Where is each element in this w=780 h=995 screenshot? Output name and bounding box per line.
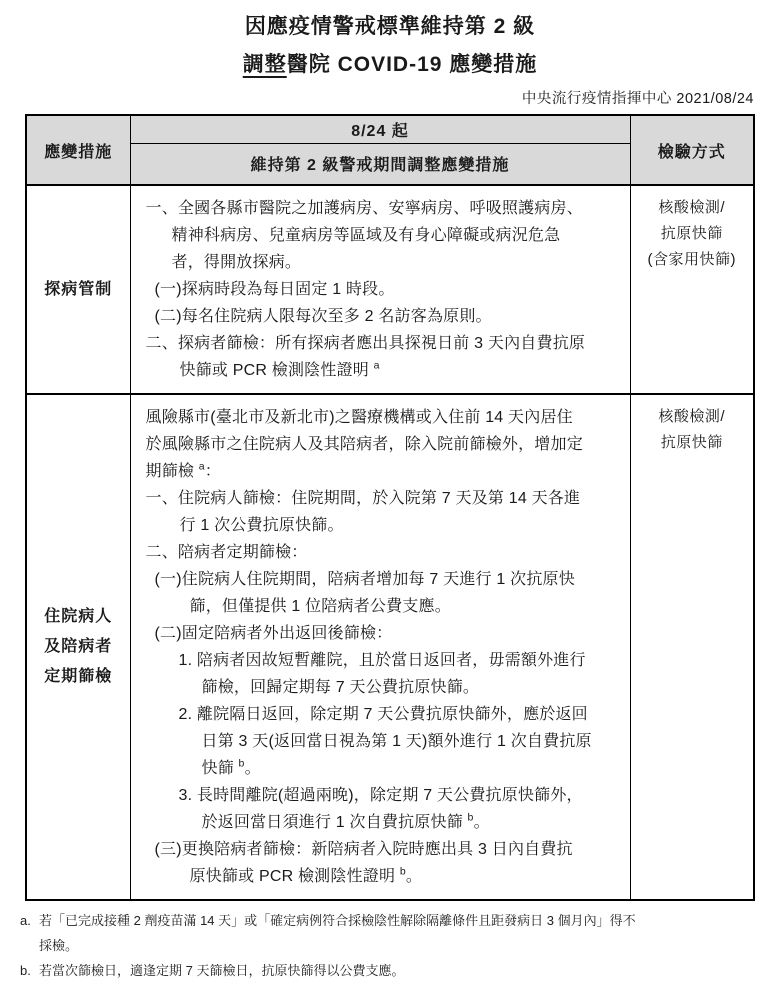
title-underlined-word: 調整 (242, 53, 287, 76)
content-line (155, 276, 622, 303)
footnote (17, 958, 763, 983)
content-cell (130, 185, 630, 394)
footnotes-section (17, 908, 763, 983)
content-line (202, 755, 622, 782)
test-method-cell (630, 185, 754, 394)
footnote-ref: b (467, 811, 474, 824)
content-text: 行 1 次公費抗原快篩。 (179, 517, 344, 534)
content-line (155, 566, 622, 593)
content-line (190, 863, 622, 890)
content-line (190, 593, 622, 620)
content-text: (一)住院病人住院期間，陪病者增加每 7 天進行 1 次抗原快 (154, 571, 575, 588)
content-text: 一、住院病人篩檢：住院期間，於入院第 7 天及第 14 天各進 (145, 490, 581, 507)
document-title (0, 0, 780, 84)
content-line (180, 512, 622, 539)
content-line (146, 458, 622, 485)
content-text: (三)更換陪病者篩檢：新陪病者入院時應出具 3 日內自費抗 (154, 841, 573, 858)
content-text: 3. 長時間離院(超過兩晚)，除定期 7 天公費抗原快篩外， (178, 787, 583, 804)
measure-cell (26, 394, 130, 900)
footnote-ref: b (238, 757, 245, 770)
content-text: 篩，但僅提供 1 位陪病者公費支應。 (189, 598, 451, 615)
measure-label-line: 及陪病者 (44, 638, 113, 655)
content-text: 二、陪病者定期篩檢： (145, 544, 308, 561)
content-text: 期篩檢 (145, 463, 199, 480)
content-line (146, 485, 622, 512)
content-text: (一)探病時段為每日固定 1 時段。 (154, 281, 395, 298)
header-measures-col: 應變措施 (26, 115, 130, 185)
content-text: 二、探病者篩檢：所有探病者應出具探視日前 3 天內自費抗原 (145, 335, 586, 352)
footnote-text (39, 908, 763, 958)
footnote-line: 若「已完成接種 2 劑疫苗滿 14 天」或「確定病例符合採檢陰性解除隔離條件且距發病日 3 個月內」得不 (39, 913, 636, 928)
content-line (146, 431, 622, 458)
content-text: (二)每名住院病人限每次至多 2 名訪客為原則。 (154, 308, 492, 325)
footnote-ref: a (198, 460, 205, 473)
content-text: 原快篩或 PCR 檢測陰性證明 (189, 868, 400, 885)
content-line (180, 357, 622, 384)
title-line-1: 因應疫情警戒標準維持第 2 級 (244, 15, 536, 38)
content-text: (二)固定陪病者外出返回後篩檢： (154, 625, 393, 642)
footnote-ref: a (373, 359, 380, 372)
content-text: 於返回當日須進行 1 次自費抗原快篩 (201, 814, 468, 831)
measure-cell (26, 185, 130, 394)
content-line (179, 782, 622, 809)
footnote (17, 908, 763, 958)
content-line (146, 404, 622, 431)
content-text: 篩檢，回歸定期每 7 天公費抗原快篩。 (201, 679, 480, 696)
content-line (179, 647, 622, 674)
test-method-line: 抗原快篩 (660, 225, 723, 242)
content-line (202, 809, 622, 836)
content-text: 快篩 (201, 760, 239, 777)
content-text: 於風險縣市之住院病人及其陪病者，除入院前篩檢外，增加定 (145, 436, 583, 453)
source-date-line: 中央流行疫情指揮中心 2021/08/24 (521, 91, 754, 107)
header-effective-date: 8/24 起 (130, 115, 630, 143)
title-line-2 (0, 46, 780, 84)
content-line (202, 728, 622, 755)
test-method-line: 核酸檢測/ (658, 199, 726, 216)
content-text: 者，得開放探病。 (171, 254, 302, 271)
content-text: 一、全國各縣市醫院之加護病房、安寧病房、呼吸照護病房、 (145, 200, 583, 217)
header-period-measures: 維持第 2 級警戒期間調整應變措施 (130, 143, 630, 185)
table-header (26, 115, 754, 185)
footnote-ref: b (399, 865, 406, 878)
content-text: 。 (244, 760, 261, 777)
table-body (26, 185, 754, 900)
content-line (179, 701, 622, 728)
footnote-marker: a. (20, 913, 31, 928)
content-line (155, 303, 622, 330)
content-line (172, 249, 622, 276)
measure-label-line: 探病管制 (44, 280, 113, 298)
header-test-method-col: 檢驗方式 (630, 115, 754, 185)
test-method-line: 抗原快篩 (660, 434, 723, 451)
content-line (146, 195, 622, 222)
content-line (155, 836, 622, 863)
footnote-marker: b. (20, 963, 31, 978)
measures-table (25, 114, 755, 901)
test-method-cell (630, 394, 754, 900)
content-text: 。 (473, 814, 490, 831)
content-text: 風險縣市(臺北市及新北市)之醫療機構或入住前 14 天內居住 (145, 409, 573, 426)
test-method-line: (含家用快篩) (647, 251, 736, 268)
content-line (146, 330, 622, 357)
content-text: 快篩或 PCR 檢測陰性證明 (179, 362, 374, 379)
content-text: 2. 離院隔日返回，除定期 7 天公費抗原快篩外，應於返回 (178, 706, 588, 723)
content-line (155, 620, 622, 647)
content-text: 。 (405, 868, 423, 885)
content-line (172, 222, 622, 249)
content-line (146, 539, 622, 566)
content-text: 日第 3 天(返回當日視為第 1 天)額外進行 1 次自費抗原 (201, 733, 592, 750)
content-text: ： (204, 463, 221, 480)
test-method-line: 核酸檢測/ (658, 408, 726, 425)
footnote-text (39, 958, 763, 983)
table-row (26, 185, 754, 394)
content-line (202, 674, 622, 701)
title-line-2-rest: 醫院 COVID-19 應變措施 (286, 53, 538, 76)
content-text: 精神科病房、兒童病房等區域及有身心障礙或病況危急 (171, 227, 561, 244)
footnote-line: 採檢。 (39, 938, 79, 953)
footnote-line: 若當次篩檢日，適逢定期 7 天篩檢日，抗原快篩得以公費支應。 (39, 963, 405, 978)
table-row (26, 394, 754, 900)
measure-label-line: 住院病人 (44, 608, 113, 625)
content-cell (130, 394, 630, 900)
content-text: 1. 陪病者因故短暫離院，且於當日返回者，毋需額外進行 (178, 652, 586, 669)
measure-label-line: 定期篩檢 (44, 668, 113, 685)
